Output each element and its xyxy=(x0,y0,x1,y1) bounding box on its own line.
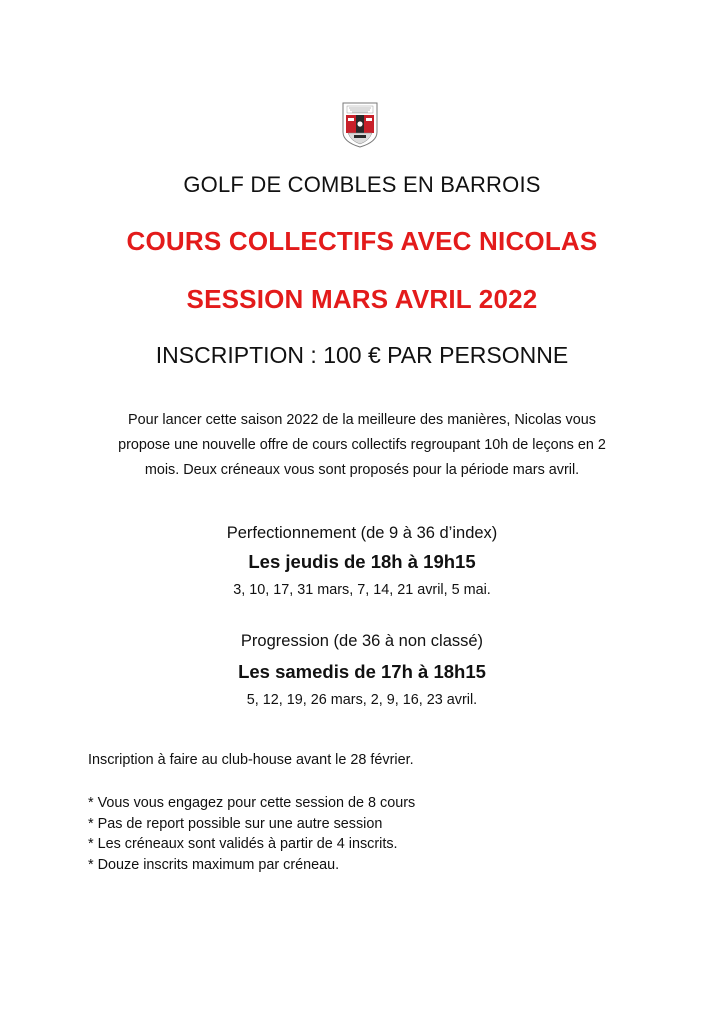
club-name: GOLF DE COMBLES EN BARROIS xyxy=(183,172,541,197)
condition-item: * Pas de report possible sur une autre session xyxy=(88,815,383,832)
session-schedule: Les samedis de 17h à 18h15 xyxy=(238,661,486,682)
golf-club-crest-icon xyxy=(342,102,378,148)
intro-line: Pour lancer cette saison 2022 de la meilleure des manières, Nicolas vous xyxy=(128,412,596,428)
registration-price: INSCRIPTION : 100 € PAR PERSONNE xyxy=(155,342,569,368)
intro-line: propose une nouvelle offre de cours collectifs regroupant 10h de leçons en 2 xyxy=(118,437,606,453)
condition-item: * Vous vous engagez pour cette session de 8 cours xyxy=(88,795,416,811)
conditions-list xyxy=(88,793,415,875)
session-dates: 3, 10, 17, 31 mars, 7, 14, 21 avril, 5 mai. xyxy=(233,582,491,598)
registration-deadline: Inscription à faire au club-house avant le 28 février. xyxy=(88,752,414,768)
condition-item: * Les créneaux sont validés à partir de 4 inscrits. xyxy=(88,836,398,852)
session-schedule: Les jeudis de 18h à 19h15 xyxy=(248,551,476,572)
session-dates: 5, 12, 19, 26 mars, 2, 9, 16, 23 avril. xyxy=(246,692,478,708)
session-title: SESSION MARS AVRIL 2022 xyxy=(186,284,538,314)
session-level: Perfectionnement (de 9 à 36 d’index) xyxy=(226,524,498,542)
condition-item: * Douze inscrits maximum par créneau. xyxy=(88,856,340,873)
course-title: COURS COLLECTIFS AVEC NICOLAS xyxy=(126,226,598,256)
intro-line: mois. Deux créneaux vous sont proposés pour la période mars avril. xyxy=(144,462,580,478)
intro-paragraph xyxy=(80,408,644,483)
session-level: Progression (de 36 à non classé) xyxy=(240,632,484,650)
